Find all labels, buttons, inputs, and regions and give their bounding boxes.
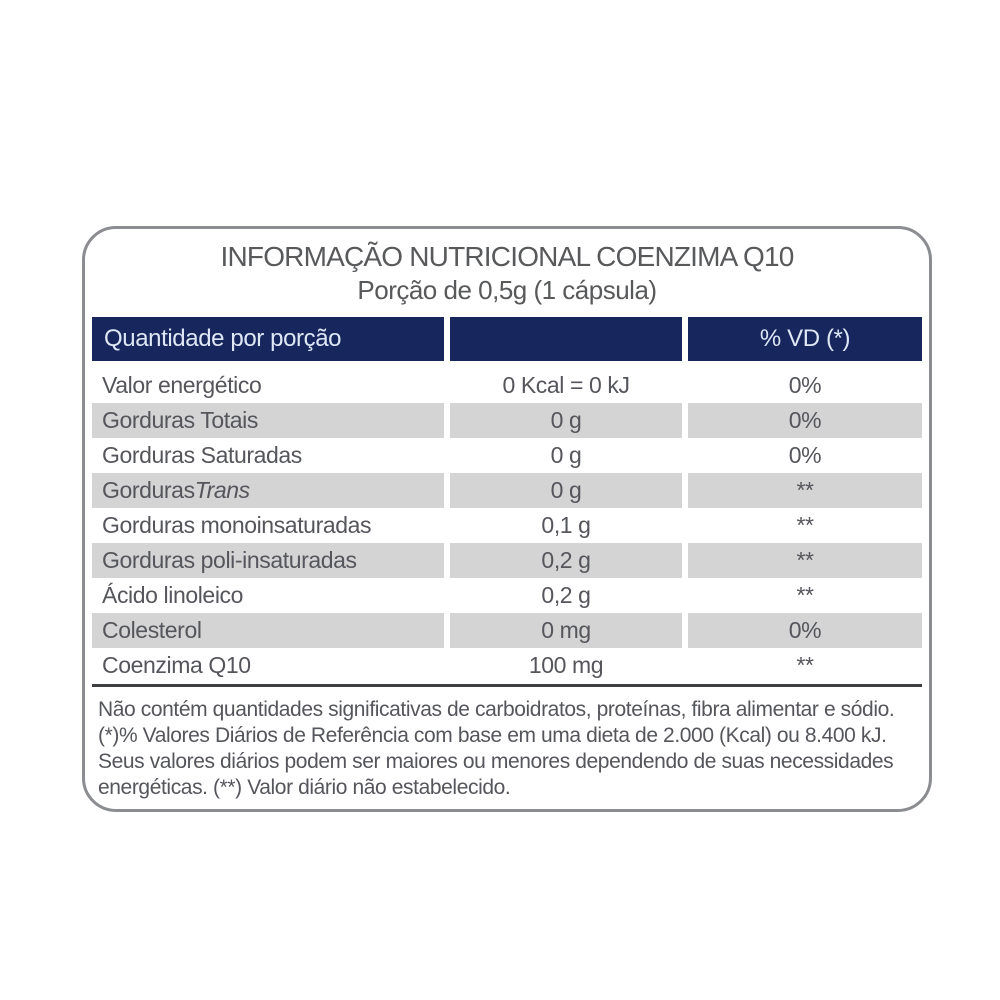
- table-row: [92, 613, 922, 648]
- row-value: 0 mg: [450, 613, 682, 648]
- row-label: Gorduras Saturadas: [102, 442, 302, 468]
- row-label: Colesterol: [92, 613, 444, 648]
- row-vd: **: [688, 473, 922, 508]
- table-row: [92, 508, 922, 543]
- row-vd: **: [796, 512, 814, 538]
- row-value: 100 mg: [528, 652, 604, 678]
- table-body: [92, 368, 922, 683]
- footnote: Não contém quantidades significativas de carboidratos, proteínas, fibra alimentar e sódio. (*)% Valores Diários de Referência com base em uma dieta de 2.000 (Kcal) ou 8.400 kJ. Seus valores diários podem ser maiores ou menores dependendo de suas necessidades energéticas. (**) Valor diário não estabelecido.: [98, 698, 895, 799]
- header-value-spacer: [450, 317, 682, 361]
- table-bottom-rule: [92, 684, 922, 687]
- row-label: Gorduras Totais: [92, 403, 444, 438]
- row-value: 0 g: [550, 442, 582, 468]
- table-row: [92, 578, 922, 613]
- row-vd: 0%: [688, 613, 922, 648]
- table-row: [92, 438, 922, 473]
- row-value: 0 Kcal = 0 kJ: [502, 372, 630, 398]
- table-row: [92, 473, 922, 508]
- nutrition-label-card: [82, 226, 932, 812]
- row-vd: 0%: [688, 403, 922, 438]
- row-label: Coenzima Q10: [102, 652, 251, 678]
- row-vd: 0%: [788, 442, 822, 468]
- row-value: 0 g: [450, 473, 682, 508]
- row-value: 0,1 g: [541, 512, 591, 538]
- row-vd: **: [796, 652, 814, 678]
- serving-size: Porção de 0,5g (1 cápsula): [357, 275, 657, 305]
- table-row: [92, 368, 922, 403]
- table-header-row: [92, 317, 922, 361]
- table-row: [92, 543, 922, 578]
- row-value: 0,2 g: [450, 543, 682, 578]
- row-label: Gorduras monoinsaturadas: [102, 512, 372, 538]
- nutrition-table: [92, 317, 922, 687]
- row-vd: 0%: [788, 372, 822, 398]
- row-value: 0 g: [450, 403, 682, 438]
- page-title: INFORMAÇÃO NUTRICIONAL COENZIMA Q10: [220, 241, 794, 272]
- row-label: Ácido linoleico: [102, 582, 244, 608]
- header-percent-vd: % VD (*): [688, 317, 922, 361]
- row-vd: **: [688, 543, 922, 578]
- header-quantity-per-serving: Quantidade por porção: [92, 317, 444, 361]
- table-row: [92, 648, 922, 683]
- row-vd: **: [796, 582, 814, 608]
- row-label: Gorduras poli-insaturadas: [92, 543, 444, 578]
- table-row: [92, 403, 922, 438]
- row-label: Gorduras Trans: [92, 473, 444, 508]
- row-label: Valor energético: [102, 372, 262, 398]
- row-value: 0,2 g: [541, 582, 591, 608]
